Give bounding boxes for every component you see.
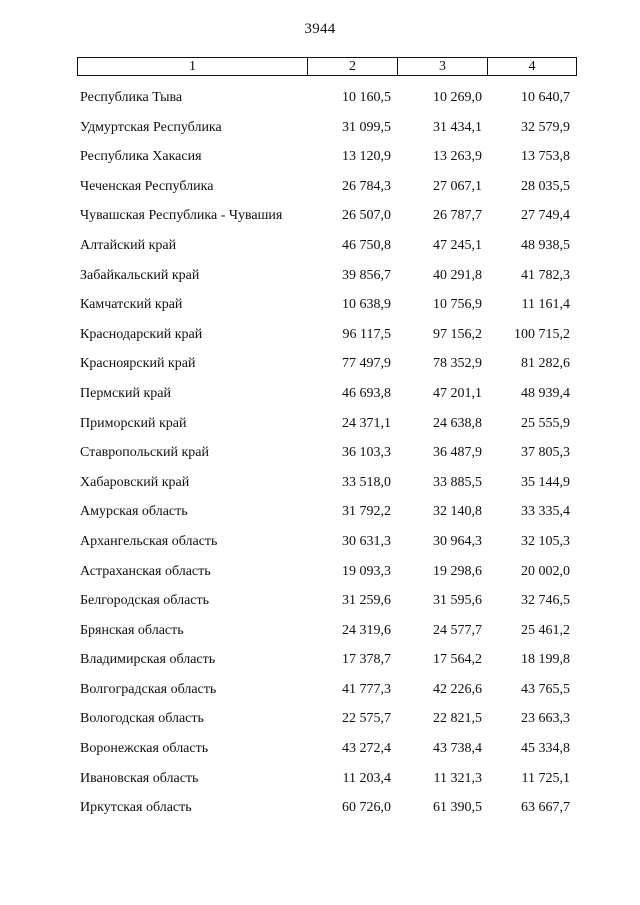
value-col-4: 81 282,6 bbox=[521, 356, 570, 372]
value-col-4: 10 640,7 bbox=[521, 90, 570, 105]
column-header-row bbox=[78, 58, 577, 76]
value-col-2: 96 117,5 bbox=[342, 326, 391, 342]
value-col-2: 31 099,5 bbox=[342, 119, 391, 135]
value-col-4: 25 461,2 bbox=[521, 622, 570, 638]
value-col-3: 42 226,6 bbox=[433, 681, 482, 697]
value-col-2: 60 726,0 bbox=[342, 800, 391, 816]
table-row bbox=[0, 616, 640, 646]
table-row bbox=[0, 645, 640, 675]
table-row bbox=[0, 497, 640, 527]
value-col-4: 11 161,4 bbox=[521, 297, 570, 313]
region-name: Красноярский край bbox=[80, 356, 196, 372]
table-row bbox=[0, 83, 640, 113]
region-name: Пермский край bbox=[80, 385, 171, 401]
value-col-4: 23 663,3 bbox=[521, 711, 570, 727]
value-col-4: 48 938,5 bbox=[521, 237, 570, 253]
value-col-2: 26 507,0 bbox=[342, 208, 391, 224]
value-col-4: 63 667,7 bbox=[521, 800, 570, 816]
value-col-3: 97 156,2 bbox=[433, 326, 482, 342]
table-row bbox=[0, 349, 640, 379]
table-row bbox=[0, 793, 640, 823]
value-col-3: 24 638,8 bbox=[433, 415, 482, 431]
value-col-4: 48 939,4 bbox=[521, 385, 570, 401]
value-col-3: 24 577,7 bbox=[433, 622, 482, 638]
region-name: Вологодская область bbox=[80, 711, 204, 727]
value-col-3: 31 434,1 bbox=[433, 119, 482, 135]
value-col-2: 43 272,4 bbox=[342, 741, 391, 757]
region-name: Брянская область bbox=[80, 622, 184, 638]
region-name: Волгоградская область bbox=[80, 681, 217, 697]
value-col-4: 32 105,3 bbox=[521, 533, 570, 549]
column-header-1: 1 bbox=[78, 58, 308, 76]
region-name: Краснодарский край bbox=[80, 326, 203, 342]
value-col-4: 33 335,4 bbox=[521, 504, 570, 520]
region-name: Удмуртская Республика bbox=[80, 119, 222, 135]
value-col-3: 33 885,5 bbox=[433, 474, 482, 490]
value-col-2: 13 120,9 bbox=[342, 149, 391, 165]
region-name: Приморский край bbox=[80, 415, 187, 431]
value-col-4: 25 555,9 bbox=[521, 415, 570, 431]
region-name: Алтайский край bbox=[80, 237, 177, 253]
value-col-3: 19 298,6 bbox=[433, 563, 482, 579]
region-name: Ставропольский край bbox=[80, 445, 209, 461]
value-col-3: 17 564,2 bbox=[433, 652, 482, 668]
value-col-4: 28 035,5 bbox=[521, 178, 570, 194]
value-col-2: 46 693,8 bbox=[342, 385, 391, 401]
value-col-3: 36 487,9 bbox=[433, 445, 482, 461]
value-col-2: 30 631,3 bbox=[342, 533, 391, 549]
table-row bbox=[0, 734, 640, 764]
region-name: Ивановская область bbox=[80, 770, 199, 786]
value-col-3: 11 321,3 bbox=[433, 770, 482, 786]
column-header-2: 2 bbox=[308, 58, 398, 76]
table-row bbox=[0, 557, 640, 587]
value-col-2: 31 259,6 bbox=[342, 593, 391, 609]
value-col-3: 32 140,8 bbox=[433, 504, 482, 520]
value-col-3: 47 245,1 bbox=[433, 237, 482, 253]
value-col-2: 31 792,2 bbox=[342, 504, 391, 520]
table-row bbox=[0, 675, 640, 705]
value-col-2: 11 203,4 bbox=[342, 770, 391, 786]
region-name: Белгородская область bbox=[80, 593, 210, 609]
value-col-3: 10 269,0 bbox=[433, 90, 482, 105]
table-row bbox=[0, 172, 640, 202]
table-row bbox=[0, 290, 640, 320]
value-col-4: 32 579,9 bbox=[521, 119, 570, 135]
table-row bbox=[0, 438, 640, 468]
value-col-3: 22 821,5 bbox=[433, 711, 482, 727]
value-col-3: 31 595,6 bbox=[433, 593, 482, 609]
value-col-2: 10 638,9 bbox=[342, 297, 391, 313]
value-col-4: 11 725,1 bbox=[521, 770, 570, 786]
region-name: Воронежская область bbox=[80, 741, 209, 757]
value-col-2: 26 784,3 bbox=[342, 178, 391, 194]
value-col-4: 43 765,5 bbox=[521, 681, 570, 697]
region-table-body bbox=[0, 83, 640, 823]
region-name: Чувашская Республика - Чувашия bbox=[80, 208, 283, 224]
value-col-2: 24 371,1 bbox=[342, 415, 391, 431]
value-col-3: 78 352,9 bbox=[433, 356, 482, 372]
value-col-2: 39 856,7 bbox=[342, 267, 391, 283]
table-row bbox=[0, 320, 640, 350]
value-col-2: 33 518,0 bbox=[342, 474, 391, 490]
region-name: Забайкальский край bbox=[80, 267, 200, 283]
value-col-3: 30 964,3 bbox=[433, 533, 482, 549]
value-col-4: 41 782,3 bbox=[521, 267, 570, 283]
table-row bbox=[0, 261, 640, 291]
table-row bbox=[0, 142, 640, 172]
region-name: Владимирская область bbox=[80, 652, 216, 668]
column-header-3: 3 bbox=[398, 58, 488, 76]
value-col-4: 100 715,2 bbox=[514, 326, 570, 342]
region-name: Чеченская Республика bbox=[80, 178, 214, 194]
region-name: Республика Хакасия bbox=[80, 149, 202, 165]
value-col-2: 24 319,6 bbox=[342, 622, 391, 638]
value-col-2: 17 378,7 bbox=[342, 652, 391, 668]
table-row bbox=[0, 113, 640, 143]
value-col-4: 13 753,8 bbox=[521, 149, 570, 165]
value-col-4: 20 002,0 bbox=[521, 563, 570, 579]
value-col-3: 27 067,1 bbox=[433, 178, 482, 194]
value-col-3: 40 291,8 bbox=[433, 267, 482, 283]
value-col-4: 37 805,3 bbox=[521, 445, 570, 461]
table-row bbox=[0, 586, 640, 616]
region-name: Амурская область bbox=[80, 504, 188, 520]
value-col-2: 46 750,8 bbox=[342, 237, 391, 253]
value-col-3: 61 390,5 bbox=[433, 800, 482, 816]
value-col-2: 22 575,7 bbox=[342, 711, 391, 727]
table-row bbox=[0, 704, 640, 734]
page-number: 3944 bbox=[304, 21, 336, 37]
region-name: Астраханская область bbox=[80, 563, 211, 579]
table-row bbox=[0, 379, 640, 409]
region-name: Камчатский край bbox=[80, 297, 183, 313]
table-row bbox=[0, 468, 640, 498]
region-name: Республика Тыва bbox=[80, 90, 183, 105]
value-col-2: 19 093,3 bbox=[342, 563, 391, 579]
table-row bbox=[0, 231, 640, 261]
region-name: Иркутская область bbox=[80, 800, 192, 816]
value-col-4: 18 199,8 bbox=[521, 652, 570, 668]
value-col-3: 26 787,7 bbox=[433, 208, 482, 224]
value-col-3: 10 756,9 bbox=[433, 297, 482, 313]
value-col-2: 36 103,3 bbox=[342, 445, 391, 461]
table-row bbox=[0, 764, 640, 794]
value-col-4: 32 746,5 bbox=[521, 593, 570, 609]
table-row bbox=[0, 409, 640, 439]
region-name: Хабаровский край bbox=[80, 474, 190, 490]
column-header-4: 4 bbox=[488, 58, 577, 76]
value-col-4: 35 144,9 bbox=[521, 474, 570, 490]
value-col-3: 47 201,1 bbox=[433, 385, 482, 401]
table-row bbox=[0, 201, 640, 231]
value-col-2: 41 777,3 bbox=[342, 681, 391, 697]
value-col-3: 43 738,4 bbox=[433, 741, 482, 757]
value-col-4: 27 749,4 bbox=[521, 208, 570, 224]
value-col-2: 77 497,9 bbox=[342, 356, 391, 372]
table-row bbox=[0, 527, 640, 557]
column-header-table bbox=[77, 57, 577, 76]
value-col-2: 10 160,5 bbox=[342, 90, 391, 105]
value-col-4: 45 334,8 bbox=[521, 741, 570, 757]
value-col-3: 13 263,9 bbox=[433, 149, 482, 165]
region-name: Архангельская область bbox=[80, 533, 218, 549]
